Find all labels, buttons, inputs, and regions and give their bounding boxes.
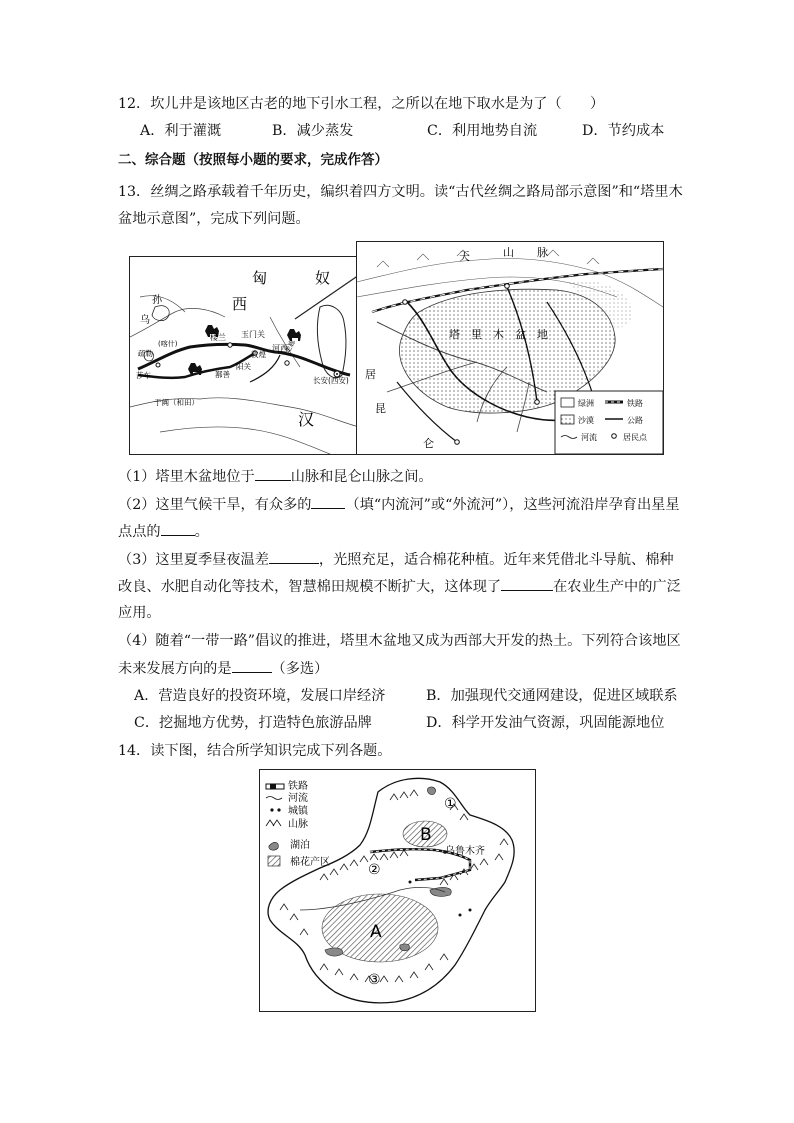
tarim-legend bbox=[555, 391, 663, 454]
legend-desert: 沙漠 bbox=[578, 416, 594, 425]
label-hexi: 河西 bbox=[272, 344, 288, 353]
q13-stem-line1: 13．丝绸之路承载着千年历史，编织着四方文明。读“古代丝绸之路局部示意图”和“塔里木 bbox=[118, 184, 683, 200]
label-shache: 莎车 bbox=[136, 371, 151, 380]
label-lun: 仑 bbox=[423, 437, 434, 450]
label-a: A bbox=[370, 922, 382, 942]
label-mai: 脉 bbox=[537, 246, 548, 259]
tarim-basin-map bbox=[356, 241, 664, 455]
marker-2: ② bbox=[368, 862, 381, 878]
label-wusun-2: 孙 bbox=[152, 295, 162, 306]
label-kashi: (喀什) bbox=[158, 340, 178, 348]
blank-2[interactable] bbox=[311, 494, 345, 509]
xinjiang-map bbox=[259, 769, 536, 1012]
q13-option-d: D．科学开发油气资源，巩固能源地位 bbox=[426, 715, 665, 731]
label-xiongnu-2: 奴 bbox=[315, 269, 331, 287]
legend-mountain-14: 山脉 bbox=[288, 819, 308, 830]
label-tian: 天 bbox=[459, 250, 470, 263]
label-xiongnu-1: 匈 bbox=[252, 269, 268, 287]
legend-settlement: 居民点 bbox=[623, 433, 647, 442]
q12-option-d: D．节约成本 bbox=[582, 123, 665, 139]
q13-part3-cont: 改良、水肥自动化等技术，智慧棉田规模不断扩大，这体现了 在农业生产中的广泛 bbox=[118, 576, 681, 597]
label-ju: 居 bbox=[365, 368, 376, 381]
label-wusun-1: 乌 bbox=[140, 315, 150, 326]
blank-3[interactable] bbox=[161, 521, 195, 536]
label-dunhuang: 敦煌 bbox=[251, 350, 266, 359]
label-shan: 山 bbox=[503, 246, 514, 259]
label-b: B bbox=[420, 825, 432, 845]
q12-stem: 12．坎儿井是该地区古老的地下引水工程，之所以在地下取水是为了（ ） bbox=[118, 96, 605, 112]
legend-town-14: 城镇 bbox=[288, 806, 308, 817]
q14-stem: 14．读下图，结合所学知识完成下列各题。 bbox=[118, 743, 392, 759]
q12-option-b: B．减少蒸发 bbox=[272, 123, 354, 139]
label-zoulang: 走廊 bbox=[283, 338, 298, 355]
blank-5[interactable] bbox=[501, 576, 553, 591]
q13-option-a: A．营造良好的投资环境，发展口岸经济 bbox=[134, 688, 386, 704]
xinjiang-legend bbox=[266, 779, 330, 868]
legend-railway: 铁路 bbox=[627, 399, 643, 408]
blank-4[interactable] bbox=[269, 549, 319, 564]
q13-part2-cont: 点点的 。 bbox=[118, 521, 209, 542]
silk-road-map bbox=[129, 256, 360, 455]
section-title: 二、综合题（按照每小题的要求，完成作答） bbox=[118, 152, 388, 168]
label-yumenguan: 玉门关 bbox=[241, 330, 265, 339]
q13-option-b: B．加强现代交通网建设，促进区域联系 bbox=[426, 688, 678, 704]
blank-1[interactable] bbox=[255, 466, 291, 481]
label-yutian: 于阗（和田） bbox=[154, 398, 199, 407]
marker-3: ③ bbox=[368, 972, 381, 988]
q13-part4: （4）随着“一带一路”倡议的推进，塔里木盆地又成为西部大开发的热土。下列符合该地区 bbox=[118, 633, 681, 649]
legend-lake-14: 湖泊 bbox=[290, 840, 310, 851]
label-kun: 昆 bbox=[375, 402, 386, 415]
legend-road: 公路 bbox=[627, 416, 643, 425]
q13-part4-cont: 未来发展方向的是 （多选） bbox=[118, 658, 328, 679]
marker-1: ① bbox=[444, 796, 457, 812]
q13-part2: （2）这里气候干旱，有众多的 （填“内流河”或“外流河”），这些河流沿岸孕育出星星 bbox=[118, 494, 680, 515]
q13-part3: （3）这里夏季昼夜温差 ，光照充足，适合棉花种植。近年来凭借北斗导航、棉种 bbox=[118, 549, 674, 570]
label-changan: 长安(西安) bbox=[313, 376, 349, 385]
label-han: 汉 bbox=[298, 410, 315, 429]
q13-part1: （1）塔里木盆地位于 山脉和昆仑山脉之间。 bbox=[118, 466, 433, 487]
label-loulan: 楼兰 bbox=[210, 333, 226, 342]
legend-river-14: 河流 bbox=[288, 793, 308, 804]
q12-option-a: A．利于灌溉 bbox=[140, 123, 222, 139]
label-yangguan: 阳关 bbox=[236, 362, 251, 371]
label-tarim: 塔 里 木 盆 地 bbox=[449, 328, 548, 341]
legend-river: 河流 bbox=[581, 433, 597, 442]
label-shanshan: 鄯善 bbox=[215, 370, 230, 379]
label-urumqi: 乌鲁木齐 bbox=[445, 846, 485, 857]
q13-option-c: C．挖掘地方优势，打造特色旅游品牌 bbox=[134, 715, 372, 731]
legend-oasis: 绿洲 bbox=[578, 399, 594, 408]
label-shule: 疏勒 bbox=[138, 349, 153, 358]
q12-option-c: C．利用地势自流 bbox=[427, 123, 538, 139]
legend-cotton-14: 棉花产区 bbox=[290, 857, 330, 868]
label-xi: 西 bbox=[232, 295, 248, 313]
legend-railway-14: 铁路 bbox=[288, 781, 308, 792]
q13-part3-end: 应用。 bbox=[118, 605, 161, 621]
q13-stem-line2: 盆地示意图”，完成下列问题。 bbox=[118, 211, 310, 227]
blank-6[interactable] bbox=[232, 658, 272, 673]
